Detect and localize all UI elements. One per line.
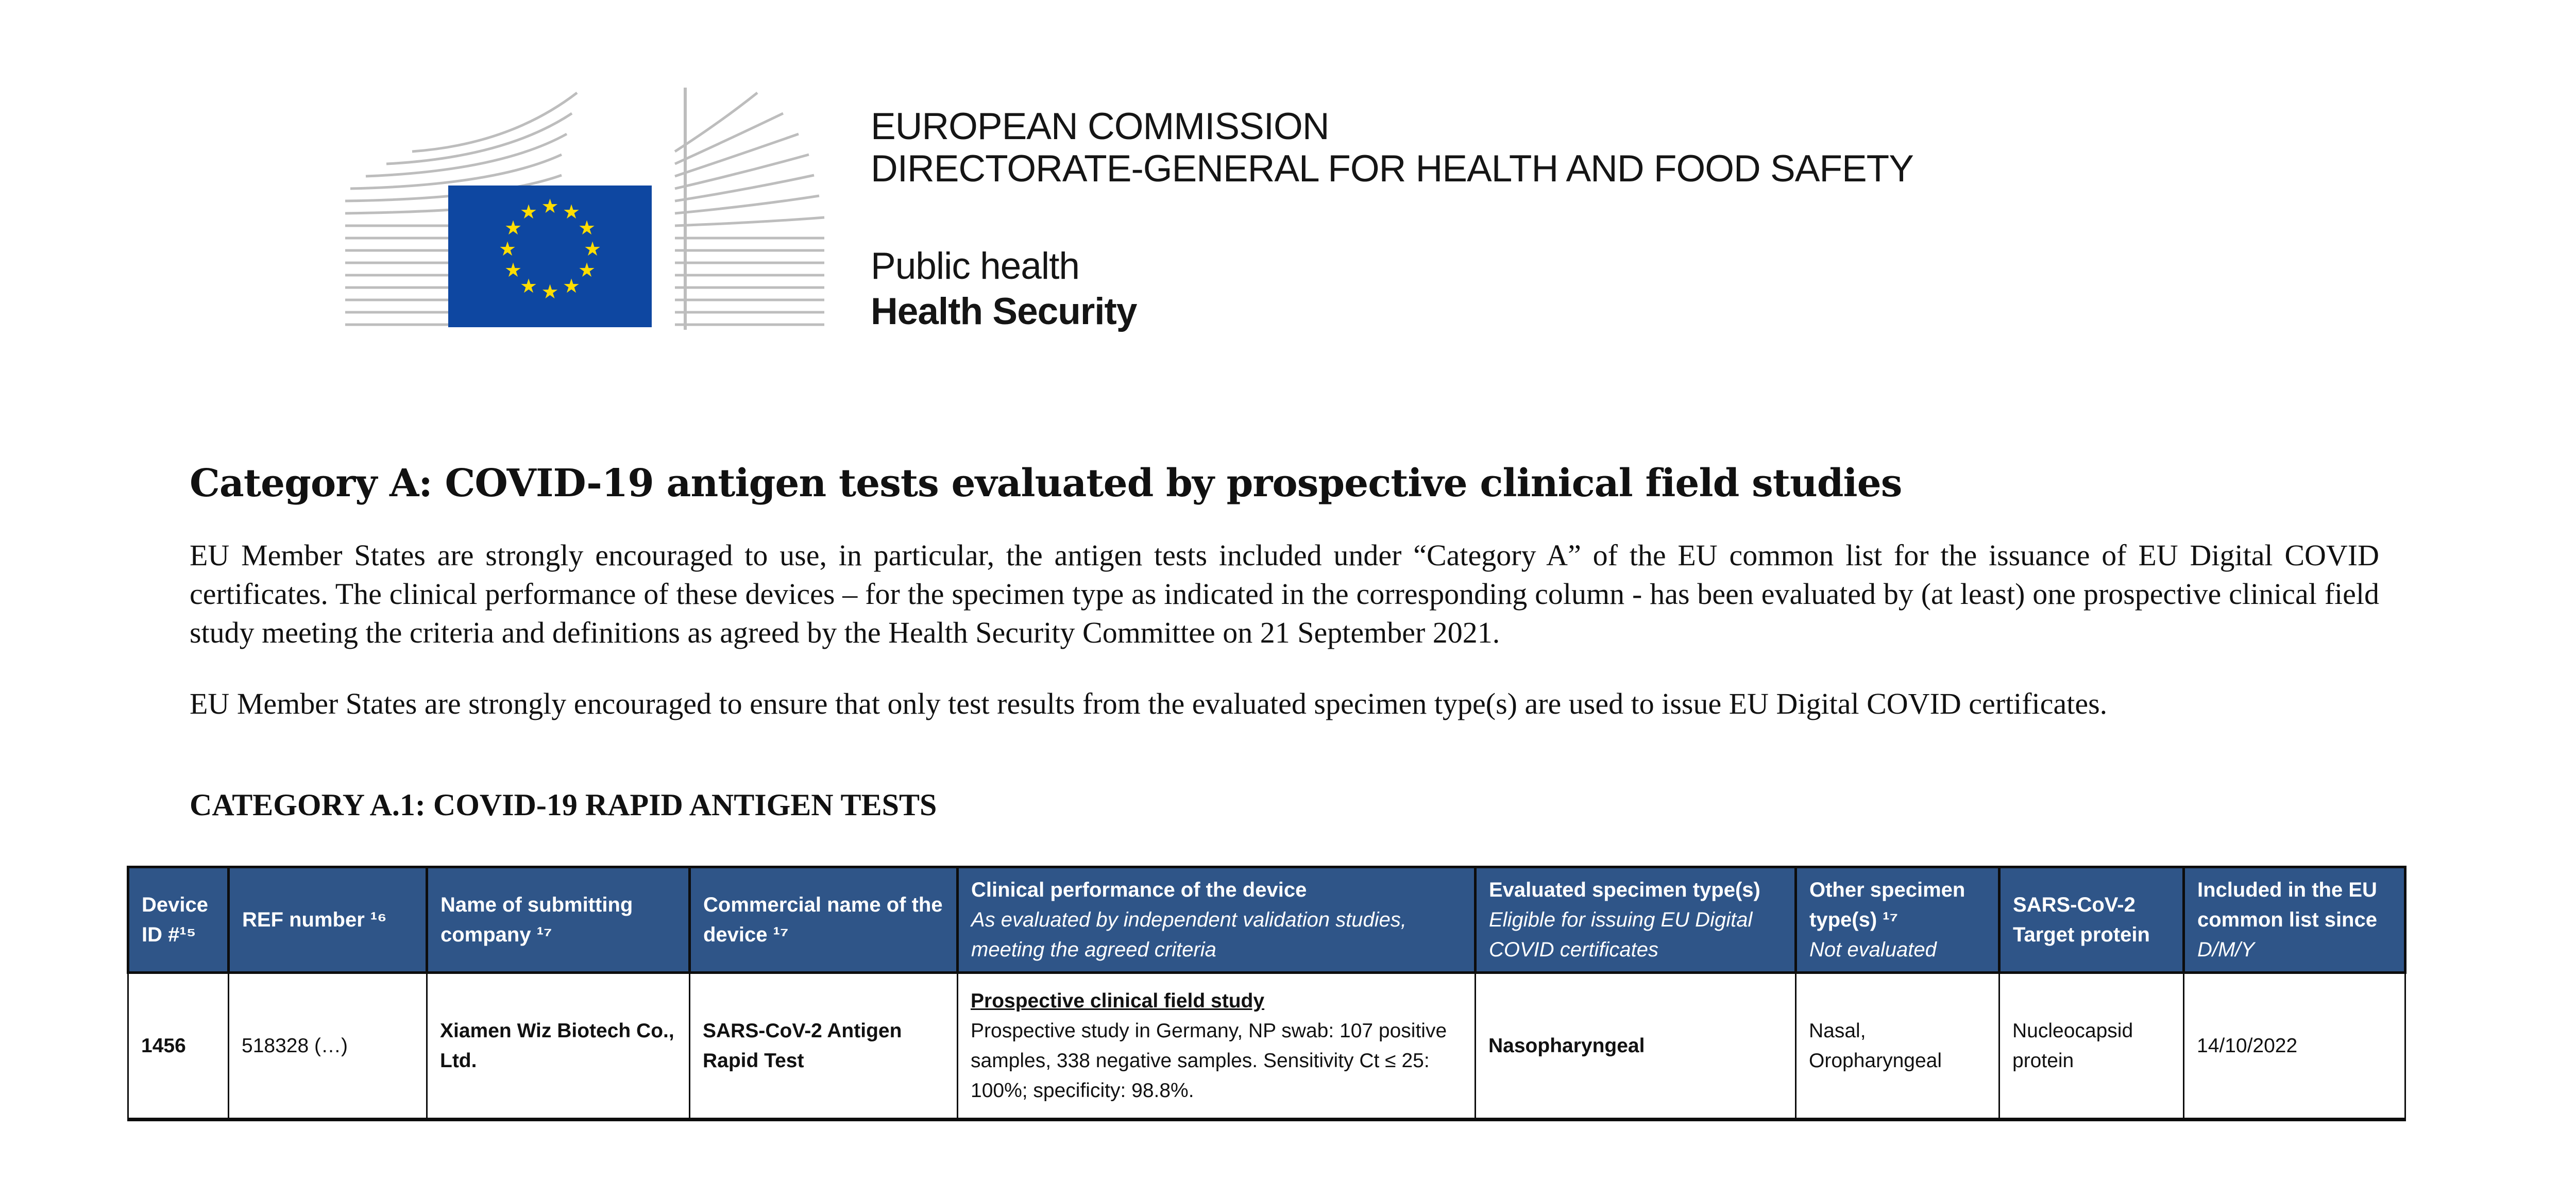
unit-public-health: Public health [871, 245, 1080, 287]
cell-clinical-performance [958, 973, 1476, 1120]
col-header-target-protein: SARS-CoV-2 Target protein [1999, 867, 2184, 973]
svg-text:★: ★ [504, 259, 522, 281]
svg-text:★: ★ [541, 195, 559, 217]
col-header-device-id: Device ID #¹⁵ [128, 867, 229, 973]
cell-other-specimen: Nasal, Oropharyngeal [1796, 973, 1999, 1120]
cell-target-protein: Nucleocapsid protein [1999, 973, 2184, 1120]
col-header-ref-number: REF number ¹⁶ [229, 867, 427, 973]
org-line-directorate: DIRECTORATE-GENERAL FOR HEALTH AND FOOD SAFETY [871, 148, 1913, 190]
cell-company: Xiamen Wiz Biotech Co., Ltd. [427, 973, 690, 1120]
intro-paragraph: EU Member States are strongly encouraged to use, in particular, the antigen tests included under “Category A” of the EU common list for the issuance of EU Digital COVID certificates. The clinical performance of these devices – for the specimen type as indicated in the corresponding column - has been evaluated by (at least) one prospective clinical field study meeting the criteria and definitions as agreed by the Health Security Committee on 21 September 2021. [190, 538, 2379, 649]
table-header-row [128, 867, 2405, 973]
page-title: Category A: COVID-19 antigen tests evaluated by prospective clinical field studies [190, 461, 1902, 506]
eu-flag-icon [448, 186, 652, 327]
european-commission-logo [345, 82, 835, 335]
svg-text:★: ★ [562, 200, 581, 223]
cell-evaluated-specimen: Nasopharyngeal [1476, 973, 1796, 1120]
svg-text:★: ★ [578, 216, 596, 239]
svg-text:★: ★ [519, 275, 538, 297]
svg-text:★: ★ [583, 238, 602, 260]
cell-commercial-name: SARS-CoV-2 Antigen Rapid Test [690, 973, 958, 1120]
cell-included-since: 14/10/2022 [2184, 973, 2405, 1120]
org-line-commission: EUROPEAN COMMISSION [871, 106, 1329, 147]
antigen-test-table [127, 866, 2406, 1121]
svg-text:★: ★ [519, 200, 538, 223]
unit-health-security: Health Security [871, 291, 1137, 332]
svg-text:★: ★ [504, 216, 522, 239]
table-row [128, 973, 2405, 1120]
svg-text:★: ★ [562, 275, 581, 297]
col-header-other-specimen: Other specimen type(s) ¹⁷ Not evaluated [1796, 867, 1999, 973]
cell-device-id: 1456 [128, 973, 229, 1120]
col-header-evaluated-specimen: Evaluated specimen type(s) Eligible for issuing EU Digital COVID certificates [1476, 867, 1796, 973]
section-subtitle: CATEGORY A.1: COVID-19 RAPID ANTIGEN TESTS [190, 788, 937, 822]
col-header-included-since: Included in the EU common list since D/M/Y [2184, 867, 2405, 973]
organization-name [871, 106, 1913, 190]
cell-ref-number: 518328 (…) [229, 973, 427, 1120]
col-header-company: Name of submitting company ¹⁷ [427, 867, 690, 973]
svg-text:★: ★ [498, 238, 517, 260]
svg-text:★: ★ [541, 280, 559, 303]
specimen-paragraph: EU Member States are strongly encouraged to ensure that only test results from the evaluated specimen type(s) are used to issue EU Digital COVID certificates. [190, 687, 2108, 720]
svg-text:★: ★ [578, 259, 596, 281]
col-header-clinical-performance: Clinical performance of the device As evaluated by independent validation studies, meeting the agreed criteria [958, 867, 1476, 973]
performance-heading: Prospective clinical field study [971, 989, 1265, 1012]
performance-text: Prospective study in Germany, NP swab: 107 positive samples, 338 negative samples. Sensitivity Ct ≤ 25: 100%; specificity: 98.8%. [971, 1019, 1447, 1102]
col-header-commercial-name: Commercial name of the device ¹⁷ [690, 867, 958, 973]
